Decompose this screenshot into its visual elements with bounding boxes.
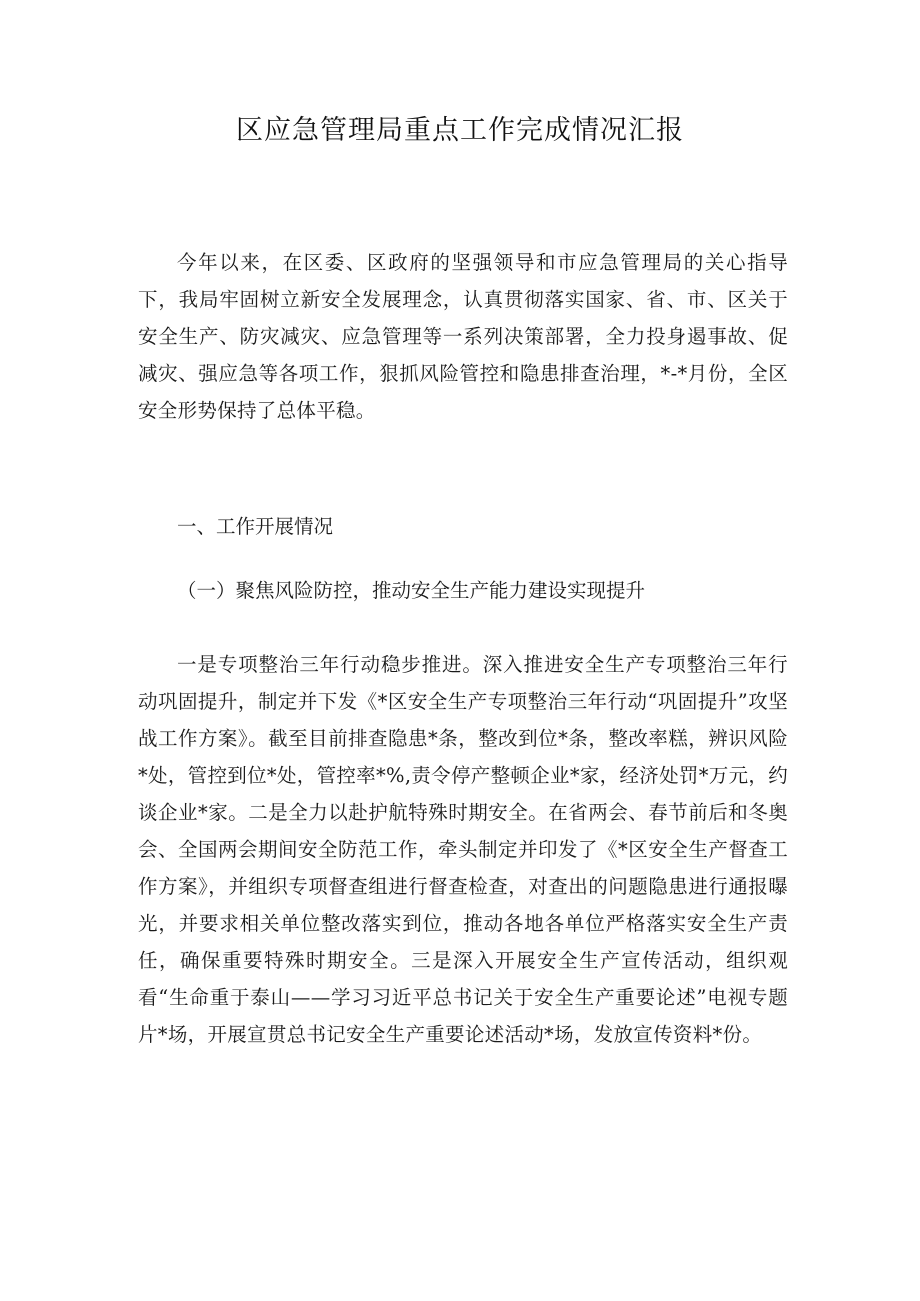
subsection-heading: （一）聚焦风险防控，推动安全生产能力建设实现提升 xyxy=(177,579,646,602)
section-heading: 一、工作开展情况 xyxy=(177,515,334,538)
document-title: 区应急管理局重点工作完成情况汇报 xyxy=(236,115,684,146)
intro-paragraph: 今年以来，在区委、区政府的坚强领导和市应急管理局的关心指导下，我局牢固树立新安全发展理念，认真贯彻落实国家、省、市、区关于安全生产、防灾减灾、应急管理等一系列决策部署，全力投身遏事故、促减灾、强应急等各项工作，狠抓风险管控和隐患排查治理，*-*月份，全区安全形势保持了总体平稳。 xyxy=(138,251,788,422)
body-paragraph: 一是专项整治三年行动稳步推进。深入推进安全生产专项整治三年行动巩固提升，制定并下发《*区安全生产专项整治三年行动“巩固提升”攻坚战工作方案》。截至目前排查隐患*条，整改到位*条，整改率糕，辨识风险*处，管控到位*处，管控率*%,责令停产整顿企业*家，经济处罚*万元，约谈企业*家。二是全力以赴护航特殊时期安全。在省两会、春节前后和冬奥会、全国两会期间安全防范工作，牵头制定并印发了《*区安全生产督查工作方案》，并组织专项督查组进行督查检查，对查出的问题隐患进行通报曝光，并要求相关单位整改落实到位，推动各地各单位严格落实安全生产责任，确保重要特殊时期安全。三是深入开展安全生产宣传活动，组织观看“生命重于泰山——学习习近平总书记关于安全生产重要论述”电视专题片*场，开展宣贯总书记安全生产重要论述活动*场，发放宣传资料*份。 xyxy=(138,653,788,1046)
